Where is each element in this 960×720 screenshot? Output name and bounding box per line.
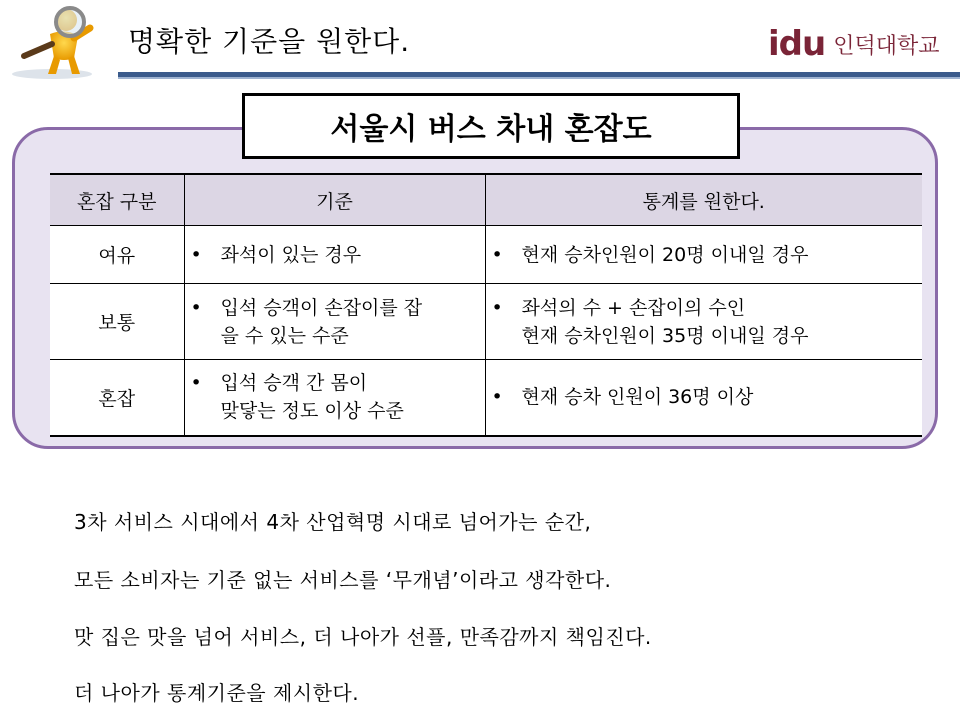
criterion-text: 입석 승객이 손잡이를 잡 을 수 있는 수준 <box>220 296 423 347</box>
statistic-cell <box>485 284 922 360</box>
statistic-text: 현재 승차 인원이 36명 이상 <box>521 386 754 409</box>
table-row <box>50 226 922 284</box>
criterion-cell <box>184 360 485 436</box>
category-cell: 보통 <box>50 284 184 360</box>
brand-logo <box>768 22 939 66</box>
column-header: 통계를 원한다. <box>485 174 922 226</box>
criterion-cell <box>184 284 485 360</box>
criterion-text: 좌석이 있는 경우 <box>220 243 362 266</box>
column-header: 기준 <box>184 174 485 226</box>
bullet-glyph: • <box>190 372 202 395</box>
congestion-table <box>50 173 922 437</box>
bullet-glyph: • <box>491 386 503 409</box>
body-text-line: 3차 서비스 시대에서 4차 산업혁명 시대로 넘어가는 순간, <box>74 510 592 534</box>
body-text-line: 모든 소비자는 기준 없는 서비스를 ‘무개념’이라고 생각한다. <box>74 568 612 592</box>
statistic-cell <box>485 360 922 436</box>
header-divider-light <box>118 77 960 79</box>
category-cell: 혼잡 <box>50 360 184 436</box>
category-cell: 여유 <box>50 226 184 284</box>
bullet-glyph: • <box>190 243 202 266</box>
statistic-cell <box>485 226 922 284</box>
body-text-line: 맛 집은 맛을 넘어 서비스, 더 나아가 선플, 만족감까지 책임진다. <box>74 625 652 649</box>
statistic-text: 현재 승차인원이 20명 이내일 경우 <box>521 243 809 266</box>
body-text-line: 더 나아가 통계기준을 제시한다. <box>74 681 360 705</box>
bullet-glyph: • <box>491 296 503 319</box>
criterion-text: 입석 승객 간 몸이 맞닿는 정도 이상 수준 <box>220 372 404 423</box>
bullet-glyph: • <box>190 296 202 319</box>
bullet-glyph: • <box>491 243 503 266</box>
card-title: 서울시 버스 차내 혼잡도 <box>242 93 740 159</box>
table-row <box>50 360 922 436</box>
table-header-row <box>50 174 922 226</box>
criterion-cell <box>184 226 485 284</box>
column-header: 혼잡 구분 <box>50 174 184 226</box>
brand-name: 인덕대학교 <box>833 33 940 59</box>
statistic-text: 좌석의 수 + 손잡이의 수인 현재 승차인원이 35명 이내일 경우 <box>521 296 809 347</box>
brand-mark: idu <box>768 24 826 64</box>
page-title: 명확한 기준을 원한다. <box>128 25 411 58</box>
table-row <box>50 284 922 360</box>
magnifier-person-icon <box>0 0 118 80</box>
